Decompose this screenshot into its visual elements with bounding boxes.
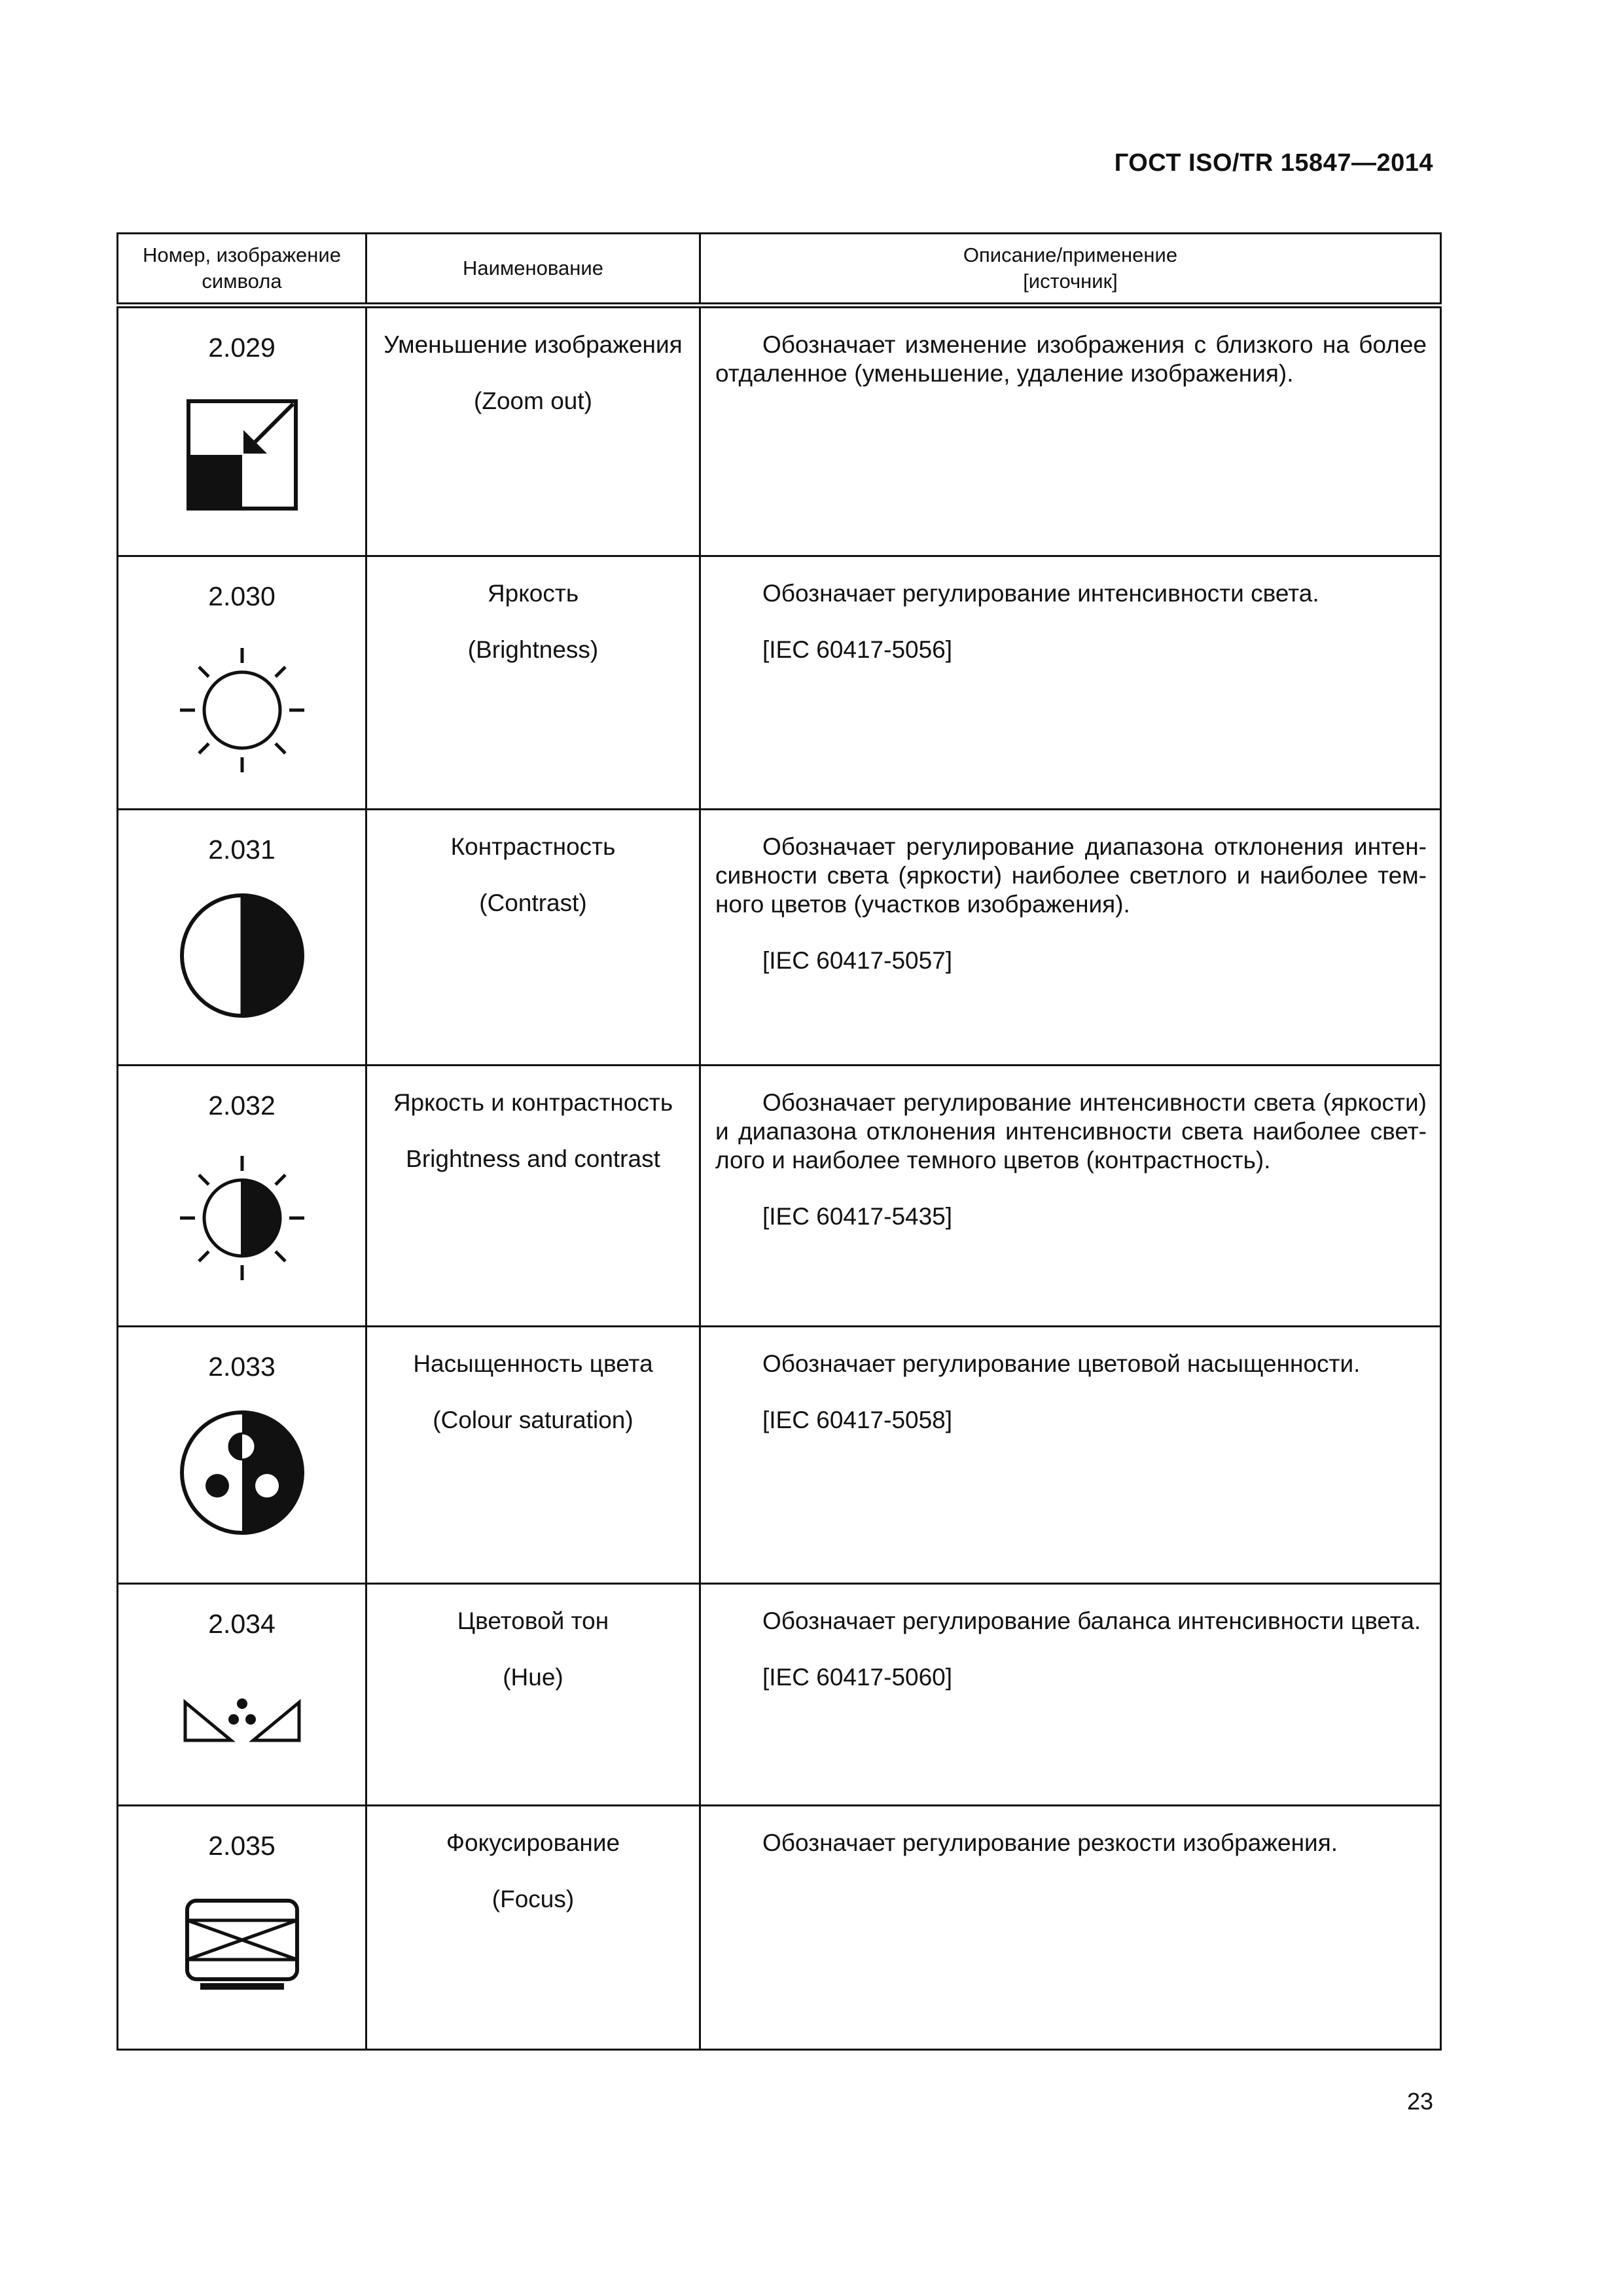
table-row <box>118 1327 1441 1584</box>
symbol-cell <box>118 810 366 1066</box>
symbol-description: Обозначает регулирование интенсивности света (яркости) и диапазона отклонения интенсивности света наиболее светлого и наиболее темного цветов (контрастность). <box>715 1089 1427 1174</box>
symbol-source: [IEC 60417-5435] <box>762 1203 953 1230</box>
symbol-name-ru: Яркость и контрастность <box>393 1089 673 1116</box>
contrast-icon <box>178 891 306 1020</box>
description-cell <box>700 1806 1441 2050</box>
description-cell <box>700 1066 1441 1327</box>
symbol-cell <box>118 306 366 556</box>
brightness-contrast-icon <box>177 1153 308 1283</box>
symbol-number: 2.032 <box>208 1090 276 1121</box>
column-header-number: Номер, изображение символа <box>118 234 366 306</box>
symbol-name-en: (Focus) <box>491 1886 575 1912</box>
description-cell <box>700 556 1441 810</box>
symbol-source: [IEC 60417-5058] <box>762 1407 953 1433</box>
symbol-description: Обозначает регулирование резкости изображения. <box>762 1829 1338 1856</box>
symbol-name-ru: Яркость <box>487 580 579 607</box>
table-row <box>118 810 1441 1066</box>
symbol-number: 2.031 <box>208 834 276 865</box>
description-cell <box>700 1584 1441 1806</box>
table-row <box>118 556 1441 810</box>
symbol-description: Обозначает регулирование цветовой насыщенности. <box>762 1350 1361 1377</box>
name-cell <box>366 810 700 1066</box>
name-cell <box>366 556 700 810</box>
symbol-source: [IEC 60417-5060] <box>762 1664 953 1691</box>
column-header-name: Наименование <box>366 234 700 306</box>
symbol-description: Обозначает изменение изображения с близкого на более отдаленное (уменьшение, удаление изображения). <box>715 331 1427 387</box>
symbol-number: 2.030 <box>208 581 276 611</box>
symbol-name-en: (Brightness) <box>467 636 599 663</box>
table-header-row <box>118 234 1441 306</box>
symbols-table <box>116 232 1440 2051</box>
symbol-cell <box>118 1584 366 1806</box>
symbol-cell <box>118 1327 366 1584</box>
symbol-name-ru: Цветовой тон <box>457 1607 609 1634</box>
name-cell <box>366 1584 700 1806</box>
symbol-source: [IEC 60417-5056] <box>762 636 953 663</box>
description-cell <box>700 1327 1441 1584</box>
focus-icon <box>183 1897 301 1995</box>
symbol-name-en: (Contrast) <box>479 889 587 916</box>
name-cell <box>366 1806 700 2050</box>
symbol-description: Обозначает регулирование баланса интенсивности цвета. <box>762 1607 1421 1634</box>
symbol-name-ru: Фокусирование <box>446 1829 620 1856</box>
document-code: ГОСТ ISO/TR 15847—2014 <box>1114 149 1433 177</box>
symbol-name-en: Brightness and contrast <box>406 1145 660 1172</box>
symbol-cell <box>118 1806 366 2050</box>
name-cell <box>366 1327 700 1584</box>
table-row <box>118 1584 1441 1806</box>
table-row <box>118 1806 1441 2050</box>
symbol-number: 2.029 <box>208 332 276 363</box>
brightness-icon <box>177 645 308 776</box>
page-number: 23 <box>1406 2088 1433 2115</box>
symbol-number: 2.035 <box>208 1831 276 1861</box>
symbol-description: Обозначает регулирование диапазона отклонения интенсивности света (яркости) наиболее светлого и наиболее темного цветов (участков изображения). <box>715 833 1427 918</box>
symbol-name-ru: Насыщенность цвета <box>413 1350 653 1377</box>
symbol-number: 2.034 <box>208 1609 276 1639</box>
symbol-number: 2.033 <box>208 1352 276 1382</box>
symbol-cell <box>118 556 366 810</box>
symbol-name-en: (Hue) <box>503 1664 563 1691</box>
zoom-out-icon <box>183 396 301 514</box>
symbol-description: Обозначает регулирование интенсивности света. <box>762 580 1319 607</box>
table-row <box>118 1066 1441 1327</box>
symbol-name-ru: Уменьшение изображения <box>383 331 683 358</box>
column-header-description: Описание/применение [источник] <box>700 234 1441 306</box>
name-cell <box>366 306 700 556</box>
symbol-name-en: (Colour saturation) <box>433 1407 633 1433</box>
table-row <box>118 306 1441 556</box>
description-cell <box>700 810 1441 1066</box>
symbol-name-ru: Контрастность <box>450 833 616 860</box>
description-cell <box>700 306 1441 556</box>
symbol-name-en: (Zoom out) <box>474 387 592 414</box>
name-cell <box>366 1066 700 1327</box>
symbol-cell <box>118 1066 366 1327</box>
symbol-source: [IEC 60417-5057] <box>762 947 953 974</box>
colour-saturation-icon <box>178 1408 306 1537</box>
hue-icon <box>180 1695 304 1747</box>
